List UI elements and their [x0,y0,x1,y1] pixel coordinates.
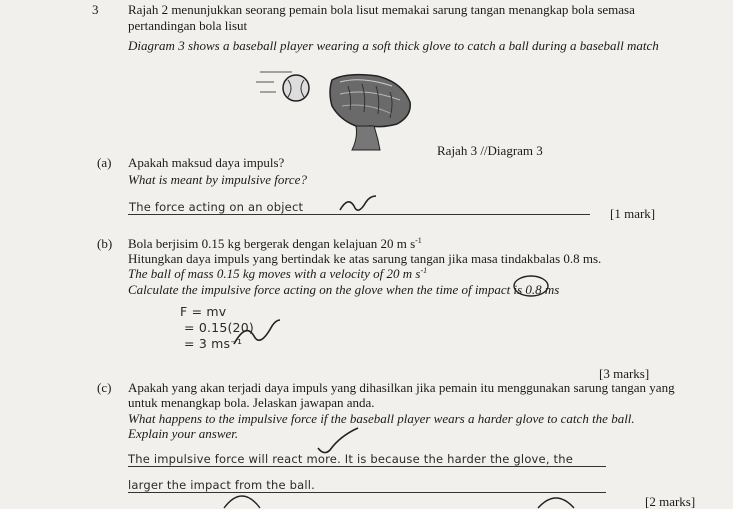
tick-mark-icon [232,318,282,352]
baseball-glove-diagram [252,68,417,150]
part-a-marks: [1 mark] [610,206,656,221]
tick-mark-icon [338,194,378,220]
baseball-icon [283,75,309,101]
part-c-line3-english: What happens to the impulsive force if the baseball player wears a harder glove to catch the ball. [128,411,635,426]
question-intro-malay-line1: Rajah 2 menunjukkan seorang pemain bola lisut memakai sarung tangan menangkap bola semasa [128,2,635,17]
question-intro-english: Diagram 3 shows a baseball player wearing a soft thick glove to catch a ball during a baseball match [128,38,659,53]
arc-mark-icon [222,490,262,508]
part-c-answer-line2: larger the impact from the ball. [128,478,316,492]
part-b-line3-english: The ball of mass 0.15 kg moves with a velocity of 20 m $s^{-1}$ [128,266,428,281]
part-c-label: (c) [97,380,112,395]
glove-icon [330,75,410,150]
part-c-line2-malay: untuk menangkap bola. Jelaskan jawapan anda. [128,395,375,410]
part-c-answer-line1-rule [128,466,606,467]
part-a-answer: The force acting on an object [129,200,304,214]
part-b-line4-english: Calculate the impulsive force acting on the glove when the time of impact is 0.8 ms [128,282,560,297]
part-c-marks: [2 marks] [645,494,696,509]
part-c-answer-line2-rule [128,492,606,493]
part-a-question-malay: Apakah maksud daya impuls? [128,155,285,170]
diagram-caption: Rajah 3 //Diagram 3 [437,143,543,158]
part-c-line1-malay: Apakah yang akan terjadi daya impuls yang dihasilkan jika pemain itu menggunakan sarung tangan yang [128,380,675,395]
part-a-question-english: What is meant by impulsive force? [128,172,307,187]
question-intro-malay-line2: pertandingan bola lisut [128,18,248,33]
part-b-label: (b) [97,236,113,251]
part-b-marks: [3 marks] [599,366,650,381]
arc-mark-icon [536,492,576,508]
part-b-working-line3: = 3 ms⁻¹ [184,336,243,351]
part-b-line2-malay: Hitungkan daya impuls yang bertindak ke atas sarung tangan jika masa tindakbalas 0.8 ms. [128,251,602,266]
part-a-label: (a) [97,155,112,170]
question-number: 3 [92,2,99,17]
circle-mark-icon [512,275,550,297]
part-b-working-line1: F = mv [180,304,227,319]
part-c-answer-line1: The impulsive force will react more. It is because the harder the glove, the [128,452,574,466]
part-b-working-line2: = 0.15(20) [184,320,254,335]
part-b-line1-malay: Bola berjisim 0.15 kg bergerak dengan kelajuan 20 m $s^{-1}$ [128,236,422,251]
part-c-line4-english: Explain your answer. [128,426,239,441]
